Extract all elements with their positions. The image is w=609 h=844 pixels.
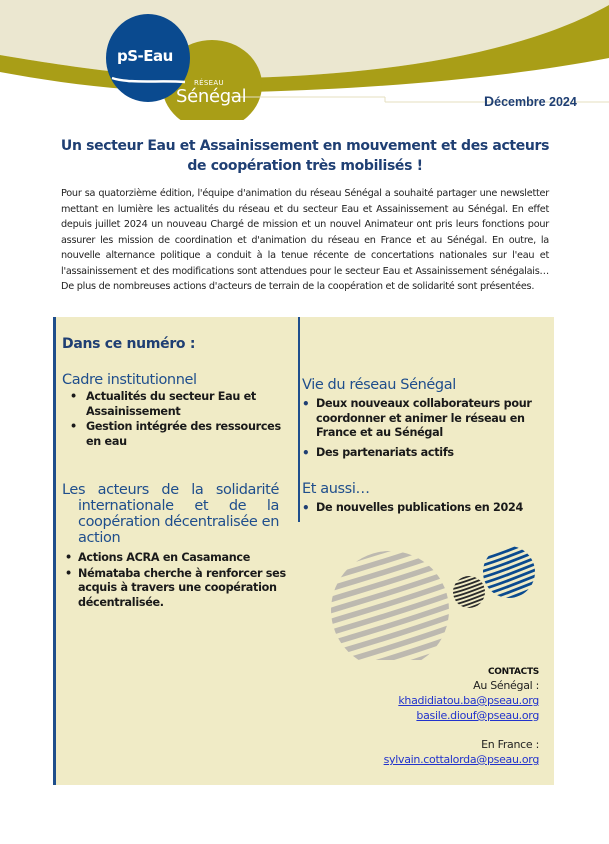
logo-reseau-label: RÉSEAU xyxy=(194,79,224,87)
contacts-title: CONTACTS xyxy=(487,667,539,677)
list-item[interactable]: • Des partenariats actifs xyxy=(302,445,454,460)
bullet-icon: • xyxy=(302,501,310,515)
section-list-et-aussi xyxy=(302,501,542,521)
issue-date-rest: écembre 2024 xyxy=(494,95,577,109)
summary-column-divider xyxy=(298,317,300,522)
bullet-icon: • xyxy=(70,420,77,433)
contacts-block xyxy=(384,666,539,767)
section-heading-cadre: Cadre institutionnel xyxy=(62,372,197,388)
headline xyxy=(60,136,550,176)
list-item[interactable]: • Némataba cherche à renforcer ses acquis à travers une coopération décentralisée. xyxy=(65,566,286,609)
decorative-striped-orbs xyxy=(330,530,550,660)
section-list-cadre xyxy=(62,390,282,450)
headline-line-1: Un secteur Eau et Assainissement en mouvement et des acteurs xyxy=(60,138,550,154)
bullet-icon: • xyxy=(65,566,72,580)
section-list-vie-reseau xyxy=(302,397,542,465)
contacts-france-label: En France : xyxy=(481,738,539,751)
list-item[interactable]: • Gestion intégrée des ressources en eau xyxy=(70,420,281,448)
intro-paragraph: Pour sa quatorzième édition, l'équipe d'animation du réseau Sénégal a souhaité partager une newsletter mettant en lumière les actualités du réseau et du secteur Eau et Assainissement au Sénégal. En effet depuis juillet 2024 un nouveau Chargé de mission et un nouvel Animateur ont pris leurs fonctions pour assurer les mission de coordination et d'animation du réseau en France et au Sénégal. En outre, la nouvelle alternance politique a conduit à la tenue récente de concertations nationales sur l'eau et l'assainissement et des modifications sont attendues pour le secteur Eau et Assainissement sénégalais… De plus de nombreuses actions d'acteurs de terrain de la coopération et de solidarité sont présentées. xyxy=(61,188,549,292)
bullet-icon: • xyxy=(302,445,310,460)
section-heading-et-aussi: Et aussi… xyxy=(302,481,370,497)
section-list-acteurs xyxy=(62,551,287,611)
list-item[interactable]: • Actualités du secteur Eau et Assainissement xyxy=(70,390,256,418)
list-item[interactable]: • De nouvelles publications en 2024 xyxy=(302,501,523,515)
blue-striped-orb xyxy=(480,538,540,614)
list-item[interactable]: • Deux nouveaux collaborateurs pour coordonner et animer le réseau en France et au Sénégal xyxy=(302,397,532,439)
logo-senegal: Sénégal xyxy=(176,86,247,107)
summary-title: Dans ce numéro : xyxy=(62,336,196,352)
email-link-sylvain[interactable]: sylvain.cottalorda@pseau.org xyxy=(383,753,539,766)
grey-striped-orb xyxy=(330,530,460,660)
issue-date-initial: D xyxy=(484,93,495,109)
bullet-icon: • xyxy=(70,390,77,403)
email-link-khadidiatou[interactable]: khadidiatou.ba@pseau.org xyxy=(398,694,539,707)
section-heading-acteurs: Les acteurs de la solidarité internationale et de la coopération décentralisée en action xyxy=(62,482,279,546)
contacts-senegal-label: Au Sénégal : xyxy=(473,679,539,692)
section-heading-vie-reseau: Vie du réseau Sénégal xyxy=(302,377,456,393)
issue-date xyxy=(484,93,577,109)
logo-pseau: pS-Eau xyxy=(117,47,173,65)
bullet-icon: • xyxy=(302,397,310,411)
email-link-basile[interactable]: basile.diouf@pseau.org xyxy=(416,709,539,722)
headline-line-2: de coopération très mobilisés ! xyxy=(187,158,423,174)
bullet-icon: • xyxy=(65,551,72,564)
list-item[interactable]: • Actions ACRA en Casamance xyxy=(65,551,251,564)
